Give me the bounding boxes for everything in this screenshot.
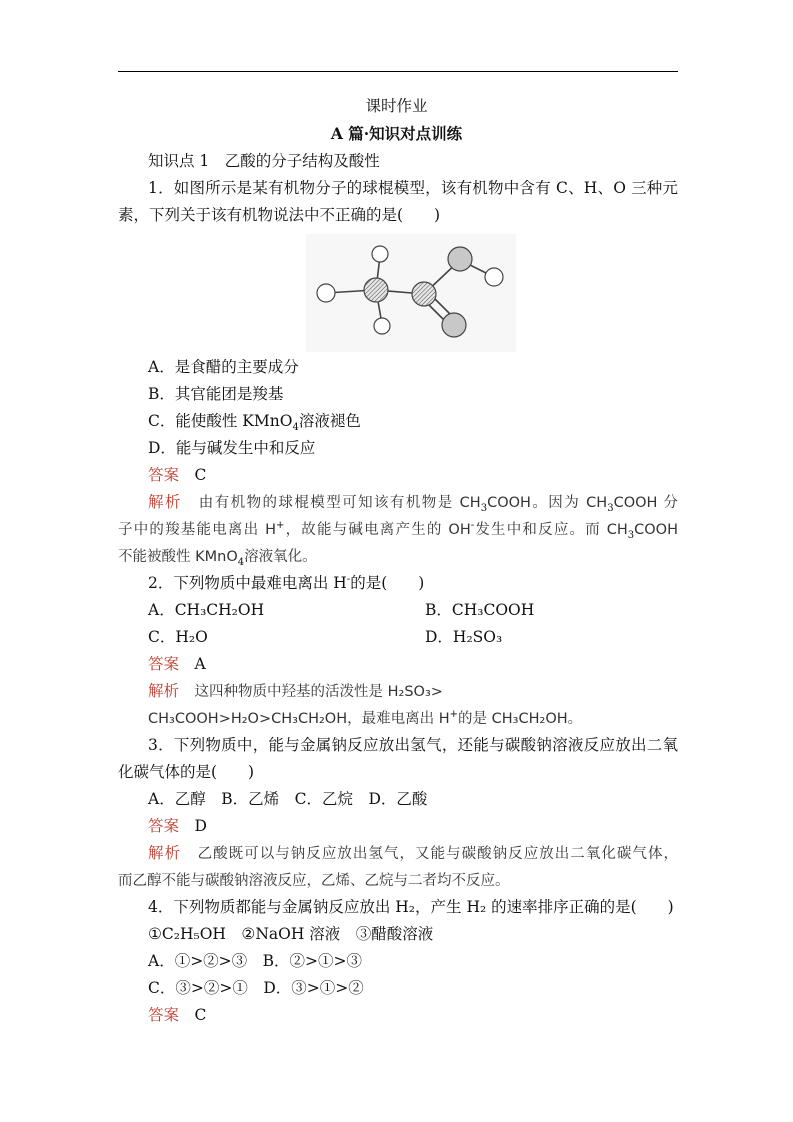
molecule-ball-stick-image <box>306 234 516 352</box>
q2-option-a: A．CH₃CH₂OH <box>148 601 265 619</box>
q4-options-line1: A．①>②>③ B．②>①>③ <box>148 952 363 970</box>
q2-stem: 2．下列物质中最难电离出 H-的是( ) <box>148 573 425 592</box>
q1-option-d: D．能与碱发生中和反应 <box>148 439 316 457</box>
answer-label: 答案 <box>148 817 180 835</box>
q4-stem: 4．下列物质都能与金属钠反应放出 H₂，产生 H₂ 的速率排序正确的是( ) <box>148 898 674 916</box>
q2-option-d: D．H₂SO₃ <box>425 628 503 646</box>
hydrogen-atom-1 <box>317 284 335 302</box>
q1-analysis-line3: 不能被酸性 KMnO$_4$溶液氧化。 <box>118 549 317 569</box>
q1-analysis-line1: 解析 由有机物的球棍模型可知该有机物是 $CH_3COOH$。因为 $CH_3COOH$ 分 <box>148 493 678 515</box>
q2-option-c: C．H₂O <box>148 628 208 646</box>
analysis-label: 解析 <box>148 493 182 511</box>
q1-option-a: A．是食醋的主要成分 <box>148 358 299 376</box>
q2-analysis-line1: 解析 这四种物质中羟基的活泼性是 H₂SO₃> <box>148 682 443 700</box>
q3-answer: 答案 D <box>148 817 207 835</box>
q1-answer: 答案 C <box>148 466 207 484</box>
q4-options-line2: C．③>②>① D．③>①>② <box>148 979 364 997</box>
q3-stem-line2: 化碳气体的是( ) <box>118 763 255 781</box>
oxygen-atom-1 <box>448 247 472 271</box>
carbon-atom-1 <box>364 278 388 302</box>
q1-analysis-line2: 子中的羧基能电离出 H+，故能与碱电离产生的 OH-发生中和反应。而 $CH_3COOH$ <box>118 519 678 542</box>
q2-analysis-line2: CH₃COOH>H₂O>CH₃CH₂OH，最难电离出 H+的是 CH₃CH₂OH。 <box>148 708 583 727</box>
analysis-label: 解析 <box>148 682 180 700</box>
q4-answer: 答案 C <box>148 1006 207 1024</box>
oxygen-atom-2 <box>442 313 466 337</box>
analysis-label: 解析 <box>148 844 182 862</box>
section-title: A 篇·知识对点训练 <box>330 124 463 143</box>
q3-stem-line1: 3．下列物质中，能与金属钠反应放出氢气，还能与碳酸钠溶液反应放出二氧 <box>148 736 678 754</box>
page-title: 课时作业 <box>365 97 428 115</box>
hydrogen-atom-2 <box>372 246 388 262</box>
answer-label: 答案 <box>148 1006 180 1024</box>
q2-option-b: B．CH₃COOH <box>425 601 535 619</box>
q3-options: A．乙醇 B．乙烯 C．乙烷 D．乙酸 <box>148 790 428 808</box>
knowledge-point-heading: 知识点 1 乙酸的分子结构及酸性 <box>148 152 380 170</box>
answer-label: 答案 <box>148 466 180 484</box>
hydrogen-atom-4 <box>485 268 503 286</box>
q1-stem-line2: 素，下列关于该有机物说法中不正确的是( ) <box>118 206 441 224</box>
q1-option-c: C．能使酸性 KMnO$_4$溶液褪色 <box>148 412 361 434</box>
answer-label: 答案 <box>148 655 180 673</box>
q2-answer: 答案 A <box>148 655 206 673</box>
q1-stem-line1: 1．如图所示是某有机物分子的球棍模型，该有机物中含有 C、H、O 三种元 <box>148 179 678 197</box>
header-rule <box>118 71 678 72</box>
carbon-atom-2 <box>412 282 436 306</box>
q3-analysis-line1: 解析 乙酸既可以与钠反应放出氢气，又能与碳酸钠反应放出二氧化碳气体， <box>148 844 678 862</box>
hydrogen-atom-3 <box>374 318 390 334</box>
q3-analysis-line2: 而乙醇不能与碳酸钠溶液反应，乙烯、乙烷与二者均不反应。 <box>118 873 510 889</box>
q1-option-b: B．其官能团是羧基 <box>148 385 284 403</box>
q4-substances: ①C₂H₅OH ②NaOH 溶液 ③醋酸溶液 <box>148 925 434 943</box>
